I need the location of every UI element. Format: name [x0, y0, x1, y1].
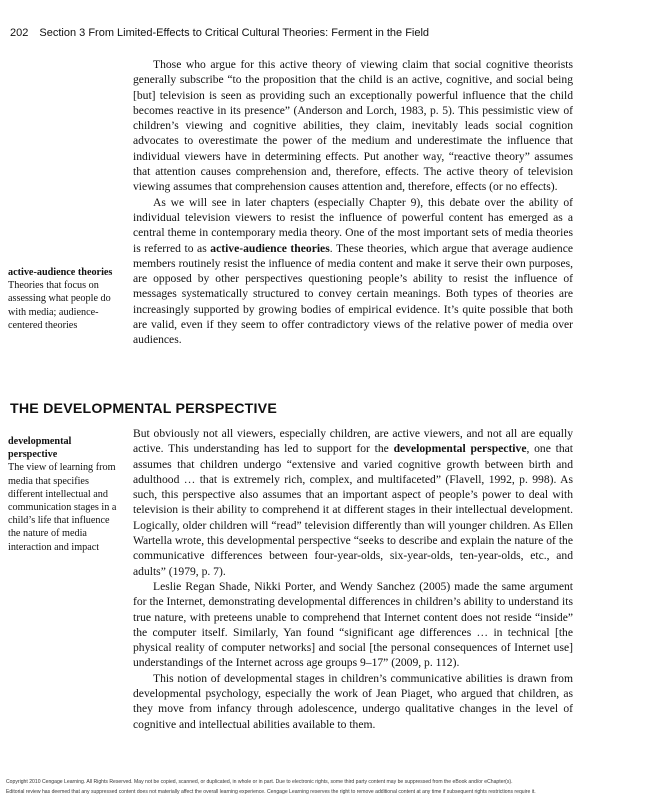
copyright-footer-line-1: Copyright 2010 Cengage Learning. All Rights Reserved. May not be copied, scanned, or duplicated, in whole or in part. Due to electronic rights, some third party content may be suppressed from the eBook and/or eChapter(s).: [6, 779, 513, 785]
paragraph-text: But obviously not all viewers, especially children, are active viewers, and not all are equally active. This understanding has led to support for the: [133, 427, 573, 456]
margin-note-developmental: [8, 435, 118, 554]
paragraph: This notion of developmental stages in children’s communicative abilities is drawn from developmental psychology, especially the work of Jean Piaget, who argued that children, as they move from infancy through adolescence, undergo qualitative changes in the level of cognitive and intellectual abilities available to them.: [133, 671, 573, 731]
key-term: active-audience theories: [210, 241, 330, 255]
margin-note-definition: The view of learning from media that specifies different intellectual and communication stages in a child’s life that influence the nature of media interaction and impact: [8, 462, 117, 553]
page-number: 202: [10, 27, 29, 39]
copyright-footer-line-2: Editorial review has deemed that any suppressed content does not materially affect the overall learning experience. Cengage Learning reserves the right to remove additional content at any time if subsequent rights restrictions require it.: [6, 789, 536, 795]
paragraph: Those who argue for this active theory of viewing claim that social cognitive theorists generally subscribe “to the proposition that the child is an active, cognitive, and social being [but] television is seen as providing such an exceptionally powerful influence that the child becomes reactive in its presence” (Anderson and Lorch, 1983, p. 5). This pessimistic view of children’s viewing and cognitive abilities, they claim, inevitably leads social cognition advocates to overestimate the power of the medium and underestimate the influence that individual viewers have in determining effects. Put another way, “reactive theory” assumes that attention causes comprehension and, therefore, effects. The active theory of television viewing assumes that comprehension causes attention and, therefore, effects (or no effects).: [133, 58, 573, 194]
paragraph: Leslie Regan Shade, Nikki Porter, and Wendy Sanchez (2005) made the same argument for the Internet, demonstrating developmental differences in children’s ability to understand its true nature, with preteens unable to comprehend that Internet content does not reside “inside” the computer itself. Similarly, Yan found “significant age differences … in technical [the physical reality of computer networks] and social [the personal consequences of Internet use] understandings of the Internet across age groups 9–17” (2009, p. 112).: [133, 579, 573, 670]
paragraph: [133, 426, 573, 579]
section-heading: THE DEVELOPMENTAL PERSPECTIVE: [10, 401, 277, 417]
margin-note-term: developmental perspective: [8, 436, 72, 461]
paragraph-text: , one that assumes that children undergo “extensive and varied cognitive growth between birth and adulthood … that is extremely rich, complex, and multifaceted” (Flavell, 1992, p. 998). As such, this perspective also assumes that an important aspect of people’s power to deal with television is their ability to comprehend it at different stages in their intellectual development. Logically, older children will “read” television differently than will younger children. As Ellen Wartella wrote, this developmental perspective “seeks to describe and explain the nature of the communicative differences between four-year-olds, six-year-olds, ten-year-olds, etc., and adults” (1979, p. 7).: [133, 442, 573, 578]
paragraph-text: . These theories, which argue that average audience members routinely resist the influence of media content and make it serve their own purposes, are opposed by other perspectives questioning people’s ability to resist the influence of messages systematically structured to convey certain meanings. Both types of theories are increasingly supported by growing bodies of empirical evidence. It’s quite possible that both are valid, even if they seem to offer contradictory views of the relative power of media over audiences.: [133, 241, 573, 347]
body-text-bottom: [133, 426, 573, 732]
body-text-top: [133, 57, 573, 348]
running-header: [10, 27, 630, 39]
margin-note-active-audience: [8, 266, 118, 332]
key-term: developmental perspective: [393, 442, 527, 456]
margin-note-term: active-audience theories: [8, 267, 113, 278]
paragraph: [133, 195, 573, 348]
paragraph-text: As we will see in later chapters (especially Chapter 9), this debate over the ability of individual television viewers to resist the influence of powerful content has emerged as a central theme in contemporary media theory. One of the most important sets of media theories is referred to as: [133, 195, 573, 255]
running-title: Section 3 From Limited-Effects to Critical Cultural Theories: Ferment in the Field: [39, 27, 430, 39]
margin-note-definition: Theories that focus on assessing what people do with media; audience-centered theories: [8, 280, 111, 331]
